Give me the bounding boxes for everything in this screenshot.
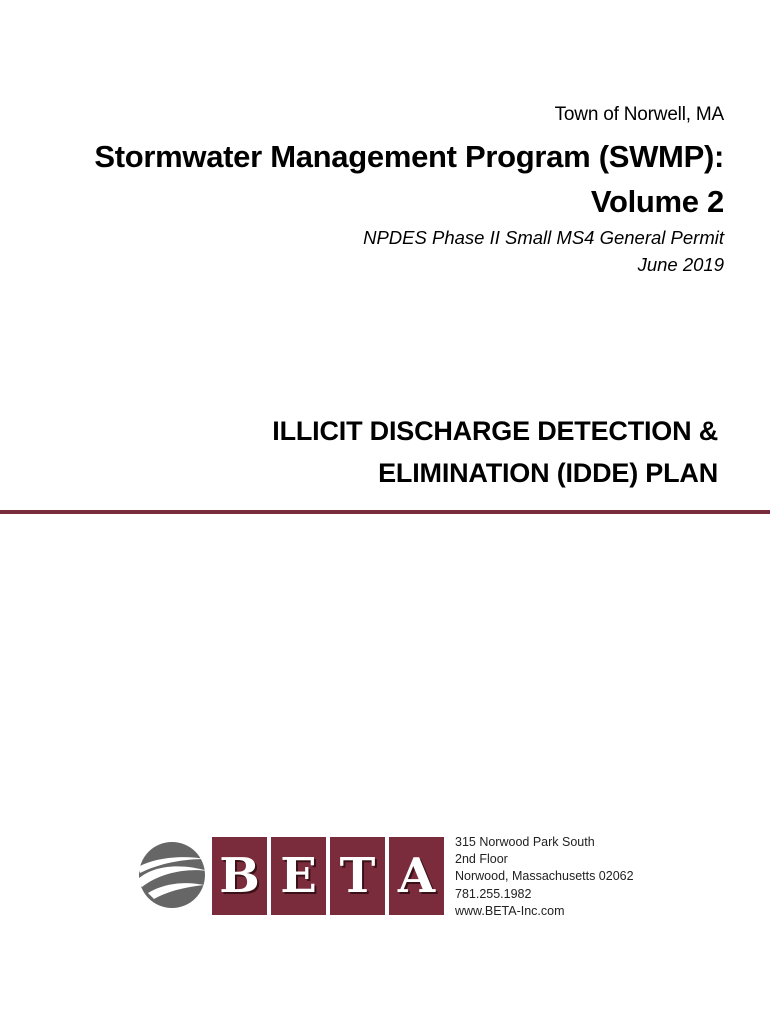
company-address [455, 834, 634, 920]
address-phone: 781.255.1982 [455, 886, 532, 901]
logo-letter-b: B [212, 837, 267, 915]
address-street: 315 Norwood Park South [455, 835, 595, 849]
logo-letter-e: E [271, 837, 326, 915]
permit-name: NPDES Phase II Small MS4 General Permit [363, 227, 724, 248]
address-floor: 2nd Floor [455, 852, 508, 867]
program-title-line2: Volume 2 [590, 184, 724, 219]
document-title-line2: ELIMINATION (IDDE) PLAN [378, 458, 718, 488]
program-title [94, 134, 724, 224]
permit-info [363, 224, 724, 278]
document-title [272, 410, 718, 494]
logo-letter-a: A [389, 837, 444, 915]
logo-letter-t: T [330, 837, 385, 915]
program-title-line1: Stormwater Management Program (SWMP): [94, 139, 724, 174]
title-divider [0, 510, 770, 514]
town-name: Town of Norwell, MA [554, 104, 724, 125]
publication-date: June 2019 [637, 254, 724, 275]
document-title-line1: ILLICIT DISCHARGE DETECTION & [272, 416, 718, 446]
address-website[interactable]: www.BETA-Inc.com [455, 903, 565, 918]
address-city: Norwood, Massachusetts 02062 [455, 869, 634, 884]
beta-globe-swirl-icon [134, 837, 210, 913]
